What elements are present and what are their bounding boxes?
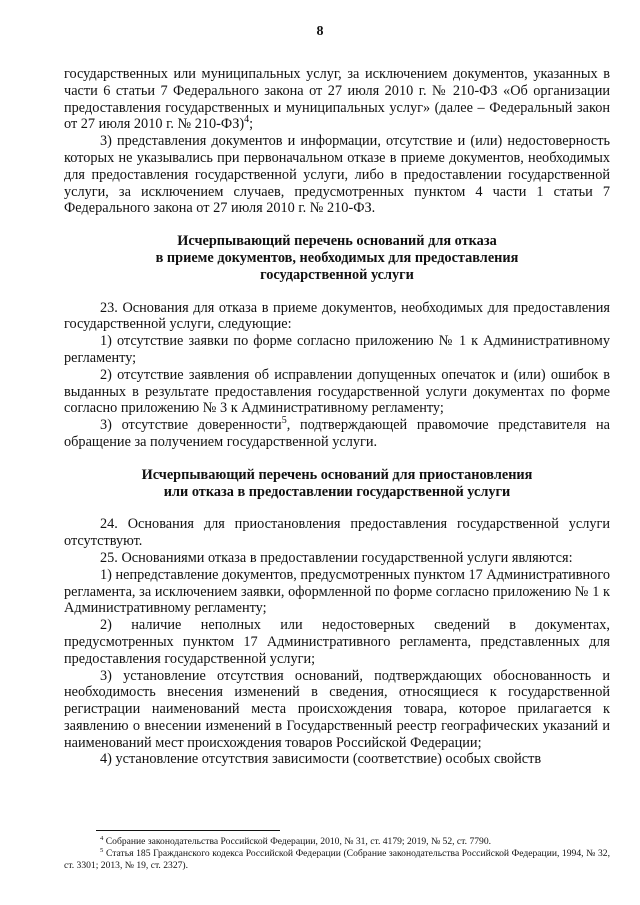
section-heading-refusal-acceptance: Исчерпывающий перечень оснований для отказа в приеме документов, необходимых для предоставления государственной услуги [155,233,519,283]
list-item-3: 3) представления документов и информации, отсутствие и (или) недостоверность которых не указывались при первоначальном отказе в приеме документов, необходимых для предоставления государственной услуги, либо в предоставлении государственной услуги, за исключением случаев, предусмотренных пунктом 4 части 1 статьи 7 Федерального закона от 27 июля 2010 г. № 210-ФЗ. [64,133,610,217]
refusal-item-4: 4) установление отсутствия зависимости (соответствие) особых свойств [100,751,542,768]
paragraph-23: 23. Основания для отказа в приеме документов, необходимых для предоставления государственной услуги, следующие: [64,299,610,333]
refusal-item-1: 1) непредставление документов, предусмотренных пунктом 17 Административного регламента, за исключением заявки, оформленной по форме согласно приложению № 1 к Административному регламенту; [64,566,610,617]
paragraph-25: 25. Основаниями отказа в предоставлении государственной услуги являются: [100,549,573,566]
footnote-divider [96,830,280,831]
paragraph-text: государственных или муниципальных услуг, за исключением документов, указанных в части 6 статьи 7 Федерального закона от 27 июля 2010 г. № 210-ФЗ «Об организации предоставления государственных и муниципальных услуг» (далее – Федеральный закон от 27 июля 2010 г. № 210-ФЗ) [64,66,610,133]
refusal-item-3: 3) установление отсутствия оснований, подтверждающих обоснованность и необходимость внесения изменений в сведения, относящиеся к государственной регистрации наименований места происхождения товара, которое прилагается к заявлению о внесении изменений в Государственный реестр географических указаний и наименований мест происхождения товаров Российской Федерации; [64,667,610,751]
paragraph-24: 24. Основания для приостановления предоставления государственной услуги отсутствуют. [64,516,610,550]
footnote-4: $^4$ Собрание законодательства Российской Федерации, 2010, № 31, ст. 4179; 2019, № 52, ст. 7790. [100,834,492,847]
page-number: 8 [316,24,324,39]
paragraph-continuation [64,66,610,133]
paragraph-end: ; [249,116,254,133]
footnote-ref-5: 5 [281,415,287,427]
list-item-1: 1) отсутствие заявки по форме согласно приложению № 1 к Административному регламенту; [64,333,610,366]
footnote-5: $^5$ Статья 185 Гражданского кодекса Российской Федерации (Собрание законодательства Российской Федерации, 1994, № 32, ст. 3301; 2013, № 19, ст. 2327). [64,846,611,871]
footnote-ref-4: 4 [244,114,250,126]
section-heading-suspension-refusal: Исчерпывающий перечень оснований для приостановления или отказа в предоставлении государственной услуги [141,466,533,500]
list-item-2: 2) отсутствие заявления об исправлении допущенных опечаток и (или) ошибок в выданных в результате предоставления государственной услуги документах по форме согласно приложению № 3 к Административному регламенту; [64,366,610,417]
list-item-3b: 3) отсутствие доверенности$^5$, подтверждающей правомочие представителя на обращение за получением государственной услуги. [64,415,610,450]
refusal-item-2: 2) наличие неполных или недостоверных сведений в документах, предусмотренных пунктом 17 Административного регламента, представленных для предоставления государственной услуги; [64,617,610,667]
footnotes [64,836,610,872]
page-body [64,66,610,768]
